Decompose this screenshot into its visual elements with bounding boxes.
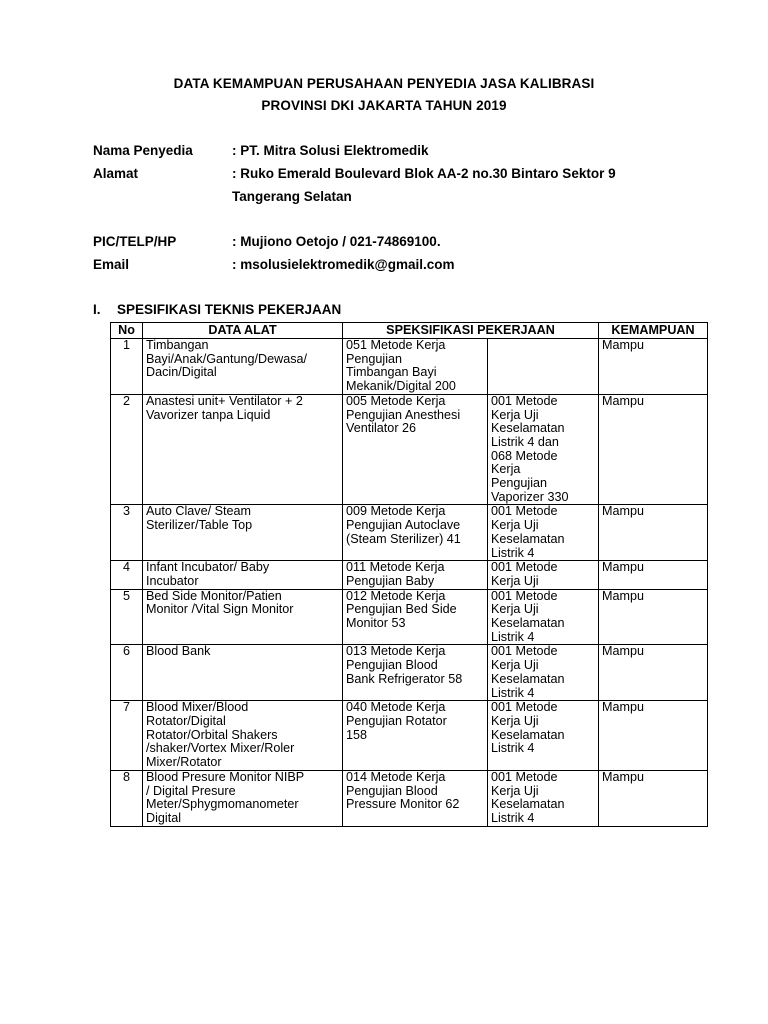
- spesifikasi-1-line: Pengujian Baby: [346, 573, 435, 588]
- data-alat-line: Digital: [146, 810, 181, 825]
- data-alat-cell: [143, 589, 343, 645]
- section-title: SPESIFIKASI TEKNIS PEKERJAAN: [117, 302, 342, 317]
- kemampuan-cell: Mampu: [599, 505, 708, 561]
- spesifikasi-2-line: Kerja Uji: [491, 518, 539, 533]
- data-alat-line: Vavorizer tanpa Liquid: [146, 407, 271, 422]
- spesifikasi-1-line: Bank Refrigerator 58: [346, 671, 463, 686]
- spesifikasi-2-line: 001 Metode: [491, 769, 558, 784]
- spec-table: [110, 322, 708, 827]
- table-row: [111, 589, 708, 645]
- email-label: Email: [93, 257, 130, 272]
- spesifikasi-2-cell: [488, 645, 599, 701]
- spesifikasi-1-line: Mekanik/Digital 200: [346, 379, 456, 394]
- nama-penyedia-value: : PT. Mitra Solusi Elektromedik: [232, 143, 429, 158]
- data-alat-cell: [143, 701, 343, 771]
- header-spesifikasi: SPEKSIFIKASI PEKERJAAN: [343, 323, 599, 339]
- pic-value: : Mujiono Oetojo / 021-74869100.: [232, 234, 441, 249]
- data-alat-line: Monitor /Vital Sign Monitor: [146, 602, 294, 617]
- spesifikasi-1-cell: [343, 645, 488, 701]
- spesifikasi-1-line: 012 Metode Kerja: [346, 588, 446, 603]
- spesifikasi-1-cell: [343, 561, 488, 589]
- spesifikasi-2-line: Kerja Uji: [491, 783, 539, 798]
- table-row: [111, 394, 708, 505]
- spesifikasi-2-line: 068 Metode: [491, 448, 558, 463]
- spesifikasi-2-cell: [488, 701, 599, 771]
- spesifikasi-1-line: Pengujian: [346, 351, 403, 366]
- spesifikasi-1-line: Pengujian Blood: [346, 658, 438, 673]
- data-alat-cell: [143, 561, 343, 589]
- table-body: [111, 339, 708, 827]
- spesifikasi-2-line: 001 Metode: [491, 504, 558, 519]
- data-alat-line: Mixer/Rotator: [146, 755, 222, 770]
- header-kemampuan: KEMAMPUAN: [599, 323, 708, 339]
- spesifikasi-2-line: Listrik 4: [491, 685, 535, 700]
- spesifikasi-1-line: Pengujian Bed Side: [346, 602, 457, 617]
- spesifikasi-1-line: 040 Metode Kerja: [346, 700, 446, 715]
- kemampuan-cell: Mampu: [599, 339, 708, 395]
- spesifikasi-2-line: Kerja Uji: [491, 573, 539, 588]
- spesifikasi-1-line: 011 Metode Kerja: [346, 560, 445, 575]
- spesifikasi-2-line: Listrik 4: [491, 810, 535, 825]
- spesifikasi-1-line: Pengujian Autoclave: [346, 518, 461, 533]
- data-alat-line: Bed Side Monitor/Patien: [146, 588, 282, 603]
- spesifikasi-1-line: Pengujian Anesthesi: [346, 407, 461, 422]
- table-row: [111, 505, 708, 561]
- document-title-line1: DATA KEMAMPUAN PERUSAHAAN PENYEDIA JASA KALIBRASI: [173, 76, 595, 91]
- data-alat-line: Rotator/Digital: [146, 713, 226, 728]
- document-title-line2: PROVINSI DKI JAKARTA TAHUN 2019: [261, 98, 507, 113]
- spesifikasi-2-line: 001 Metode: [491, 700, 558, 715]
- kemampuan-cell: Mampu: [599, 701, 708, 771]
- table-row: [111, 701, 708, 771]
- row-number-cell: 7: [111, 701, 143, 771]
- spesifikasi-2-cell: [488, 561, 599, 589]
- spesifikasi-1-line: 013 Metode Kerja: [346, 644, 446, 659]
- spesifikasi-1-line: 005 Metode Kerja: [346, 393, 446, 408]
- spesifikasi-2-line: Keselamatan: [491, 616, 565, 631]
- spesifikasi-2-line: Kerja Uji: [491, 407, 539, 422]
- row-number-cell: 5: [111, 589, 143, 645]
- spesifikasi-1-line: Pengujian Rotator: [346, 713, 447, 728]
- row-number-cell: 2: [111, 394, 143, 505]
- spesifikasi-2-line: Kerja Uji: [491, 658, 539, 673]
- spesifikasi-2-line: 001 Metode: [491, 588, 558, 603]
- data-alat-cell: [143, 394, 343, 505]
- kemampuan-cell: Mampu: [599, 770, 708, 826]
- row-number-cell: 1: [111, 339, 143, 395]
- data-alat-line: Anastesi unit+ Ventilator + 2: [146, 393, 303, 408]
- spesifikasi-1-line: Timbangan Bayi: [346, 365, 437, 380]
- data-alat-cell: [143, 339, 343, 395]
- kemampuan-cell: Mampu: [599, 589, 708, 645]
- spesifikasi-2-line: Keselamatan: [491, 671, 565, 686]
- data-alat-line: /shaker/Vortex Mixer/Roler: [146, 741, 295, 756]
- data-alat-line: Blood Presure Monitor NIBP: [146, 769, 305, 784]
- email-value: : msolusielektromedik@gmail.com: [232, 257, 455, 272]
- data-alat-line: Sterilizer/Table Top: [146, 518, 253, 533]
- spesifikasi-2-line: Vaporizer 330: [491, 489, 569, 504]
- spesifikasi-2-line: Keselamatan: [491, 797, 565, 812]
- data-alat-line: Infant Incubator/ Baby: [146, 560, 270, 575]
- row-number-cell: 3: [111, 505, 143, 561]
- row-number-cell: 8: [111, 770, 143, 826]
- kemampuan-cell: Mampu: [599, 394, 708, 505]
- section-number: I.: [93, 302, 101, 317]
- spesifikasi-2-line: Listrik 4 dan: [491, 434, 559, 449]
- spesifikasi-1-cell: [343, 770, 488, 826]
- spesifikasi-2-line: Listrik 4: [491, 545, 535, 560]
- data-alat-line: Dacin/Digital: [146, 365, 217, 380]
- table-row: [111, 339, 708, 395]
- header-data-alat: DATA ALAT: [143, 323, 343, 339]
- spesifikasi-1-cell: [343, 339, 488, 395]
- spesifikasi-2-line: Kerja Uji: [491, 602, 539, 617]
- table-row: [111, 645, 708, 701]
- spesifikasi-1-line: Pengujian Blood: [346, 783, 438, 798]
- spesifikasi-1-line: (Steam Sterilizer) 41: [346, 531, 461, 546]
- spesifikasi-2-line: Kerja Uji: [491, 713, 539, 728]
- data-alat-line: / Digital Presure: [146, 783, 236, 798]
- pic-label: PIC/TELP/HP: [93, 234, 177, 249]
- spesifikasi-2-line: Pengujian: [491, 476, 548, 491]
- spesifikasi-2-line: Keselamatan: [491, 421, 565, 436]
- data-alat-line: Auto Clave/ Steam: [146, 504, 251, 519]
- alamat-value-line1: : Ruko Emerald Boulevard Blok AA-2 no.30 Bintaro Sektor 9: [232, 166, 616, 181]
- spesifikasi-2-line: 001 Metode: [491, 560, 558, 575]
- spesifikasi-2-cell: [488, 339, 599, 395]
- data-alat-line: Incubator: [146, 573, 199, 588]
- spesifikasi-2-line: Listrik 4: [491, 741, 535, 756]
- data-alat-cell: [143, 505, 343, 561]
- data-alat-line: Blood Bank: [146, 644, 211, 659]
- spesifikasi-2-cell: [488, 505, 599, 561]
- data-alat-line: Bayi/Anak/Gantung/Dewasa/: [146, 351, 308, 366]
- table-row: [111, 561, 708, 589]
- data-alat-line: Timbangan: [146, 338, 209, 352]
- table-row: [111, 770, 708, 826]
- row-number-cell: 4: [111, 561, 143, 589]
- spesifikasi-1-line: Pressure Monitor 62: [346, 797, 460, 812]
- header-no: No: [111, 323, 143, 339]
- alamat-label: Alamat: [93, 166, 139, 181]
- spesifikasi-2-line: Keselamatan: [491, 727, 565, 742]
- data-alat-cell: [143, 645, 343, 701]
- spesifikasi-2-line: 001 Metode: [491, 644, 558, 659]
- spesifikasi-2-cell: [488, 589, 599, 645]
- spesifikasi-1-line: Ventilator 26: [346, 421, 417, 436]
- spesifikasi-1-cell: [343, 394, 488, 505]
- spesifikasi-2-line: Kerja: [491, 462, 521, 477]
- row-number-cell: 6: [111, 645, 143, 701]
- spesifikasi-2-cell: [488, 770, 599, 826]
- spesifikasi-1-line: 009 Metode Kerja: [346, 504, 446, 519]
- data-alat-line: Blood Mixer/Blood: [146, 700, 249, 715]
- spesifikasi-2-line: Listrik 4: [491, 629, 535, 644]
- data-alat-cell: [143, 770, 343, 826]
- spesifikasi-2-line: Keselamatan: [491, 531, 565, 546]
- spesifikasi-1-cell: [343, 701, 488, 771]
- kemampuan-cell: Mampu: [599, 645, 708, 701]
- spesifikasi-1-line: 158: [346, 727, 368, 742]
- spesifikasi-1-line: Monitor 53: [346, 616, 406, 631]
- spesifikasi-2-cell: [488, 394, 599, 505]
- spesifikasi-2-line: 001 Metode: [491, 393, 558, 408]
- nama-penyedia-label: Nama Penyedia: [93, 143, 193, 158]
- spesifikasi-1-cell: [343, 505, 488, 561]
- data-alat-line: Rotator/Orbital Shakers: [146, 727, 278, 742]
- alamat-value-line2: Tangerang Selatan: [232, 189, 352, 204]
- data-alat-line: Meter/Sphygmomanometer: [146, 797, 299, 812]
- spesifikasi-1-line: 014 Metode Kerja: [346, 769, 446, 784]
- spesifikasi-1-line: 051 Metode Kerja: [346, 338, 446, 352]
- kemampuan-cell: Mampu: [599, 561, 708, 589]
- table-header-row: [111, 323, 708, 339]
- spesifikasi-1-cell: [343, 589, 488, 645]
